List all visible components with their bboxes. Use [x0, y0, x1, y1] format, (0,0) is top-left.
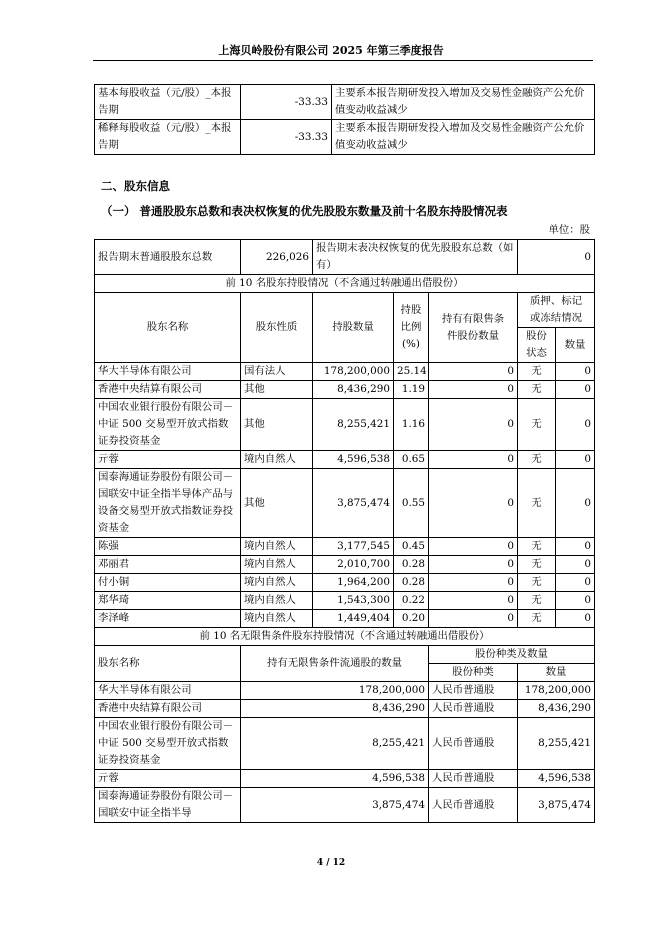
holding-ratio: 0.55: [394, 469, 429, 538]
eps-value: -33.33: [241, 85, 332, 120]
col-pledge-status-header: 股份状态: [518, 328, 556, 363]
unrestricted-header-row: [95, 646, 595, 664]
shareholder-nature: 境内自然人: [241, 538, 313, 556]
pledge-qty: 0: [556, 592, 595, 610]
restricted-shares: 0: [429, 381, 518, 399]
table-row: [95, 770, 595, 788]
restricted-shares: 0: [429, 469, 518, 538]
pledge-status: 无: [518, 556, 556, 574]
share-kind-qty: 3,875,474: [518, 788, 595, 823]
unrestricted-shares: 3,875,474: [241, 788, 429, 823]
pledge-status: 无: [518, 381, 556, 399]
table-row: [95, 451, 595, 469]
pledge-qty: 0: [556, 381, 595, 399]
pledge-qty: 0: [556, 451, 595, 469]
top10-header-row: [95, 293, 595, 328]
col-pledge-header: 质押、标记或冻结情况: [518, 293, 595, 328]
shareholder-nature: 其他: [241, 381, 313, 399]
shareholder-nature: 境内自然人: [241, 610, 313, 628]
shareholder-nature: 其他: [241, 399, 313, 451]
shares-held: 1,543,300: [313, 592, 394, 610]
shares-held: 8,255,421: [313, 399, 394, 451]
shareholder-name: 陈强: [95, 538, 241, 556]
table-row: [95, 399, 595, 451]
restricted-shares: 0: [429, 574, 518, 592]
common-holders-value: 226,026: [241, 240, 313, 275]
shares-held: 1,964,200: [313, 574, 394, 592]
common-holders-label: 报告期末普通股股东总数: [95, 240, 241, 275]
eps-reason: 主要系本报告期研发投入增加及交易性金融资产公允价值变动收益减少: [332, 85, 595, 120]
shareholder-name: 华大半导体有限公司: [95, 682, 241, 700]
table-row: [95, 682, 595, 700]
share-kind-qty: 8,436,290: [518, 700, 595, 718]
holding-ratio: 0.28: [394, 556, 429, 574]
col-nature-header: 股东性质: [241, 293, 313, 363]
share-kind: 人民币普通股: [429, 718, 518, 770]
col-name-header: 股东名称: [95, 293, 241, 363]
restricted-shares: 0: [429, 451, 518, 469]
col-pledge-qty-header: 数量: [556, 328, 595, 363]
table-row: [95, 700, 595, 718]
holding-ratio: 0.45: [394, 538, 429, 556]
pledge-status: 无: [518, 399, 556, 451]
shareholder-name: 香港中央结算有限公司: [95, 700, 241, 718]
section-title: 二、股东信息: [101, 179, 170, 193]
eps-row: [95, 120, 595, 155]
shares-held: 8,436,290: [313, 381, 394, 399]
summary-row: [95, 240, 595, 275]
unrestricted-shares: 178,200,000: [241, 682, 429, 700]
shareholder-name: 中国农业银行股份有限公司－中证 500 交易型开放式指数证券投资基金: [95, 718, 241, 770]
shareholder-nature: 境内自然人: [241, 592, 313, 610]
eps-reason: 主要系本报告期研发投入增加及交易性金融资产公允价值变动收益减少: [332, 120, 595, 155]
u-col-name-header: 股东名称: [95, 646, 241, 682]
shareholder-name: 亓蓉: [95, 770, 241, 788]
shares-held: 3,177,545: [313, 538, 394, 556]
shareholder-name: 亓蓉: [95, 451, 241, 469]
shareholder-name: 华大半导体有限公司: [95, 363, 241, 381]
table-row: [95, 574, 595, 592]
share-kind-qty: 8,255,421: [518, 718, 595, 770]
table-row: [95, 718, 595, 770]
shareholder-name: 国泰海通证券股份有限公司－国联安中证全指半导体产品与设备交易型开放式指数证券投资基金: [95, 469, 241, 538]
col-restricted-header: 持有有限售条件股份数量: [429, 293, 518, 363]
shareholder-name: 李泽峰: [95, 610, 241, 628]
pledge-qty: 0: [556, 556, 595, 574]
holding-ratio: 1.16: [394, 399, 429, 451]
share-kind: 人民币普通股: [429, 770, 518, 788]
shareholder-name: 香港中央结算有限公司: [95, 381, 241, 399]
shareholder-table: [94, 239, 595, 823]
pledge-qty: 0: [556, 469, 595, 538]
shares-held: 4,596,538: [313, 451, 394, 469]
holding-ratio: 0.65: [394, 451, 429, 469]
eps-label: 稀释每股收益（元/股）_本报告期: [95, 120, 241, 155]
table-row: [95, 469, 595, 538]
holding-ratio: 25.14: [394, 363, 429, 381]
holding-ratio: 0.20: [394, 610, 429, 628]
u-col-kind-group-header: 股份种类及数量: [429, 646, 595, 664]
shareholder-nature: 境内自然人: [241, 574, 313, 592]
restricted-shares: 0: [429, 592, 518, 610]
shares-held: 1,449,404: [313, 610, 394, 628]
top10-caption-row: [95, 275, 595, 293]
eps-value: -33.33: [241, 120, 332, 155]
pledge-status: 无: [518, 592, 556, 610]
top10-caption: 前 10 名股东持股情况（不含通过转融通出借股份）: [95, 275, 595, 293]
table-row: [95, 363, 595, 381]
restricted-shares: 0: [429, 363, 518, 381]
unrestricted-shares: 8,436,290: [241, 700, 429, 718]
holding-ratio: 0.28: [394, 574, 429, 592]
shareholder-nature: 境内自然人: [241, 556, 313, 574]
unit-label: 单位：股: [548, 224, 590, 236]
shareholder-name: 中国农业银行股份有限公司－中证 500 交易型开放式指数证券投资基金: [95, 399, 241, 451]
unrestricted-shares: 8,255,421: [241, 718, 429, 770]
pledge-qty: 0: [556, 399, 595, 451]
pledge-qty: 0: [556, 610, 595, 628]
share-kind: 人民币普通股: [429, 682, 518, 700]
share-kind: 人民币普通股: [429, 700, 518, 718]
pledge-status: 无: [518, 469, 556, 538]
share-kind-qty: 178,200,000: [518, 682, 595, 700]
restricted-shares: 0: [429, 538, 518, 556]
pref-holders-value: 0: [518, 240, 595, 275]
sub-section-title: （一） 普通股股东总数和表决权恢复的优先股股东数量及前十名股东持股情况表: [101, 204, 508, 218]
holding-ratio: 0.22: [394, 592, 429, 610]
shareholder-name: 郑华琦: [95, 592, 241, 610]
pledge-qty: 0: [556, 363, 595, 381]
pledge-qty: 0: [556, 574, 595, 592]
col-ratio-header: 持股比例(%): [394, 293, 429, 363]
pledge-status: 无: [518, 363, 556, 381]
eps-table: [94, 84, 595, 155]
table-row: [95, 556, 595, 574]
table-row: [95, 381, 595, 399]
pledge-status: 无: [518, 610, 556, 628]
shares-held: 3,875,474: [313, 469, 394, 538]
shares-held: 178,200,000: [313, 363, 394, 381]
shareholder-nature: 境内自然人: [241, 451, 313, 469]
u-col-shares-header: 持有无限售条件流通股的数量: [241, 646, 429, 682]
shareholder-nature: 国有法人: [241, 363, 313, 381]
table-row: [95, 592, 595, 610]
shareholder-name: 国泰海通证券股份有限公司－国联安中证全指半导: [95, 788, 241, 823]
u-col-kind-header: 股份种类: [429, 664, 518, 682]
pledge-qty: 0: [556, 538, 595, 556]
pledge-status: 无: [518, 574, 556, 592]
table-row: [95, 788, 595, 823]
table-row: [95, 538, 595, 556]
shareholder-name: 邓丽君: [95, 556, 241, 574]
eps-row: [95, 85, 595, 120]
unrestricted-caption-row: [95, 628, 595, 646]
shareholder-nature: 其他: [241, 469, 313, 538]
shares-held: 2,010,700: [313, 556, 394, 574]
header-divider: [93, 60, 593, 61]
col-shares-header: 持股数量: [313, 293, 394, 363]
pledge-status: 无: [518, 538, 556, 556]
pledge-status: 无: [518, 451, 556, 469]
holding-ratio: 1.19: [394, 381, 429, 399]
share-kind: 人民币普通股: [429, 788, 518, 823]
restricted-shares: 0: [429, 556, 518, 574]
eps-label: 基本每股收益（元/股）_本报告期: [95, 85, 241, 120]
page-header: 上海贝岭股份有限公司 2025 年第三季度报告: [218, 44, 444, 57]
table-row: [95, 610, 595, 628]
share-kind-qty: 4,596,538: [518, 770, 595, 788]
unrestricted-caption: 前 10 名无限售条件股东持股情况（不含通过转融通出借股份）: [95, 628, 595, 646]
page-number: 4 / 12: [316, 858, 346, 868]
shareholder-name: 付小铜: [95, 574, 241, 592]
restricted-shares: 0: [429, 610, 518, 628]
u-col-qty-header: 数量: [518, 664, 595, 682]
restricted-shares: 0: [429, 399, 518, 451]
pref-holders-label: 报告期末表决权恢复的优先股股东总数（如有）: [313, 240, 518, 275]
unrestricted-shares: 4,596,538: [241, 770, 429, 788]
